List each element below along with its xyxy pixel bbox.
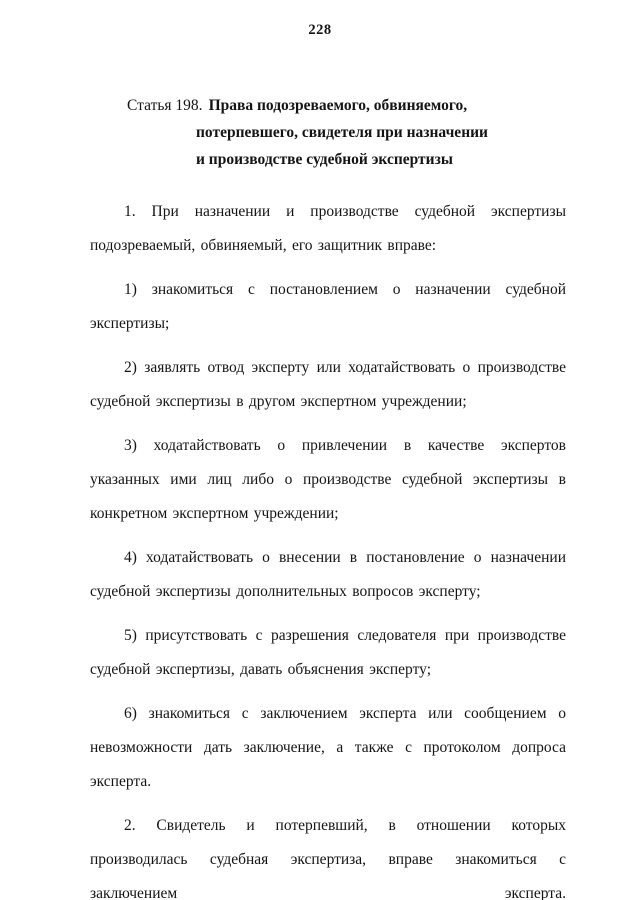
article-title-part-2: потерпевшего, свидетеля при назначении [196, 124, 488, 141]
list-item-5: 5) присутствовать с разрешения следователя при производстве судебной экспертизы, давать объяснения эксперту; [90, 627, 566, 678]
heading-line-1 [127, 92, 566, 119]
article-number-label: Статья 198. [127, 97, 203, 114]
list-item-4: 4) ходатайствовать о внесении в постановление о назначении судебной экспертизы дополнительных вопросов эксперту; [90, 549, 566, 600]
list-item-3: 3) ходатайствовать о привлечении в качестве экспертов указанных ими лиц либо о производстве судебной экспертизы в конкретном экспертном учреждении; [90, 437, 566, 522]
article-title-part-1: Права подозреваемого, обвиняемого, [208, 97, 468, 114]
paragraph-part-2: 2. Свидетель и потерпевший, в отношении которых производилась судебная экспертиза, вправе знакомиться с заключением эксперта. [90, 817, 566, 900]
list-item-2: 2) заявлять отвод эксперту или ходатайствовать о производстве судебной экспертизы в другом экспертном учреждении; [90, 359, 566, 410]
list-item-1: 1) знакомиться с постановлением о назначении судебной экспертизы; [90, 281, 566, 332]
article-title-part-3: и производстве судебной экспертизы [196, 151, 453, 168]
list-item-6: 6) знакомиться с заключением эксперта или сообщением о невозможности дать заключение, а также с протоколом допроса эксперта. [90, 705, 566, 790]
paragraph-part-1-intro: 1. При назначении и производстве судебной экспертизы подозреваемый, обвиняемый, его защитник вправе: [90, 203, 566, 254]
article-heading [127, 92, 566, 173]
page-number: 228 [308, 22, 332, 38]
page-content [90, 92, 566, 900]
